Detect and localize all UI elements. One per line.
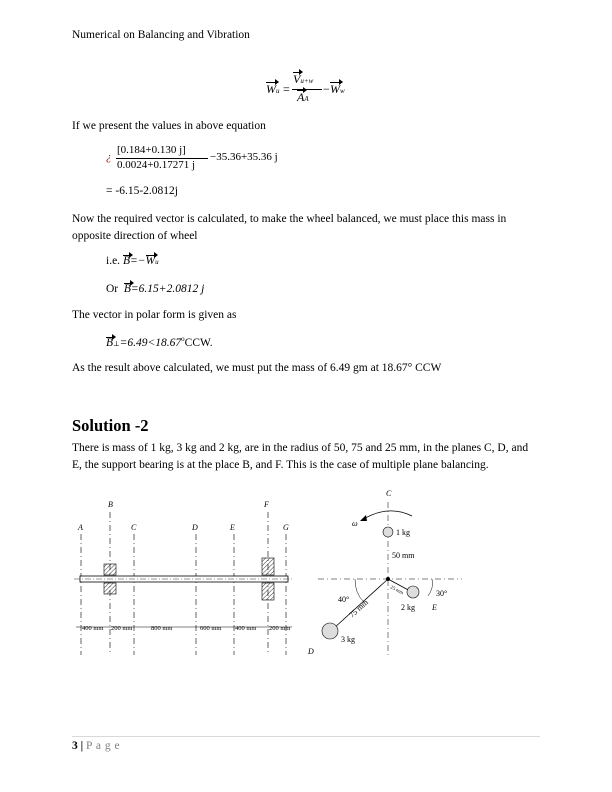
plane-label-b: B [108,500,113,509]
eq4-w-sub: u [155,258,159,266]
eq6-rest: =6.49<18.67 [119,336,182,349]
page-separator: | [80,740,84,752]
eq1-rhs: W [330,82,340,96]
equation-substitution [106,144,306,174]
eq2-lead: ¿ [106,151,112,163]
equation-polar [106,335,213,349]
eq1-num-sub: u+w [300,77,314,85]
plane-label-d: D [192,523,198,532]
bearing-f-bottom [262,583,274,600]
solution-text: There is mass of 1 kg, 3 kg and 2 kg, are in the radius of 50, 75 and 25 mm, in the planes C, D, and E, the support bearing is at the place B, and F. This is the case of multiple plane balancing. [72,442,529,471]
page-footer [72,740,120,752]
eq4-mid: =− [129,255,146,267]
plane-label-g: G [283,523,289,532]
bearing-b-bottom [104,583,116,594]
shaft-planes-diagram [66,490,306,660]
eq6-sub: ⊥ [113,339,120,348]
mass-2kg-label: 2 kg [401,603,415,612]
radius-25-label: 25 mm [389,585,404,597]
dim-de: 600 mm [200,625,222,632]
equation-wu [266,72,356,108]
equation-ie [106,255,159,267]
eq1-minus: − [323,82,330,96]
plane-label-e: E [230,523,235,532]
angle-30-label: 30° [436,589,448,598]
omega-label: ω [352,519,358,528]
angle-40-label: 40° [338,595,350,604]
eq4-w: W [145,255,156,267]
label-e: E [432,603,437,612]
eq5-b: B [123,283,131,295]
mass-3kg [322,623,338,639]
eq5-rest: =6.15+2.0812 j [130,283,205,295]
label-d: D [308,647,314,656]
solution-heading: Solution -2 [72,416,149,435]
radius-75-label: 75 mm [347,597,371,620]
eq2-numerator: [0.184+0.130 j] [117,144,186,156]
eq5-prefix: Or [106,283,119,295]
dim-cd: 800 mm [151,625,173,632]
plane-label-a: A [78,523,83,532]
text-required-vector: Now the required vector is calculated, to make the wheel balanced, we must place this mass in opposite direction of wheel [72,213,507,242]
dim-ef: 400 mm [235,625,257,632]
dim-ab: 400 mm [82,625,104,632]
eq1-den-sub: A [304,95,309,103]
eq1-equals: = [283,82,290,96]
bearing-b-top [104,564,116,575]
mass-1kg [383,527,393,537]
text-present-values: If we present the values in above equation [72,120,266,132]
eq4-prefix: i.e. [106,255,121,267]
page-number: 3 [72,740,78,752]
eq1-lhs-sub: u [276,87,280,95]
label-c: C [386,489,392,498]
dim-bc: 200 mm [111,625,133,632]
eq1-lhs: W [266,82,276,96]
eq1-den: A [297,90,305,104]
angular-positions-diagram [300,484,470,659]
eq6-deg: o [181,335,185,343]
bearing-f-top [262,558,274,575]
eq1-rhs-sub: w [340,87,345,95]
footer-divider [72,736,540,737]
eq2-denominator: 0.0024+0.17271 j [117,159,196,171]
eq2-tail: −35.36+35.36 j [210,151,278,163]
rotation-arrow [362,511,412,520]
radius-50-label: 50 mm [392,551,415,560]
page-label: P a g e [86,740,121,752]
eq1-num: V [293,72,301,86]
eq4-b: B [122,255,130,267]
text-result: As the result above calculated, we must put the mass of 6.49 gm at 18.67° CCW [72,362,442,374]
eq6-b: B [106,336,114,349]
equation-result: = -6.15-2.0812j [106,185,178,197]
text-polar-form: The vector in polar form is given as [72,309,237,321]
plane-label-c: C [131,523,137,532]
mass-2kg [407,586,419,598]
running-header: Numerical on Balancing and Vibration [72,29,250,41]
dim-fg: 200 mm [269,625,291,632]
plane-label-f: F [264,500,269,509]
mass-3kg-label: 3 kg [341,635,355,644]
mass-1kg-label: 1 kg [396,528,410,537]
eq6-ccw: CCW. [184,336,213,349]
equation-or [106,283,204,295]
